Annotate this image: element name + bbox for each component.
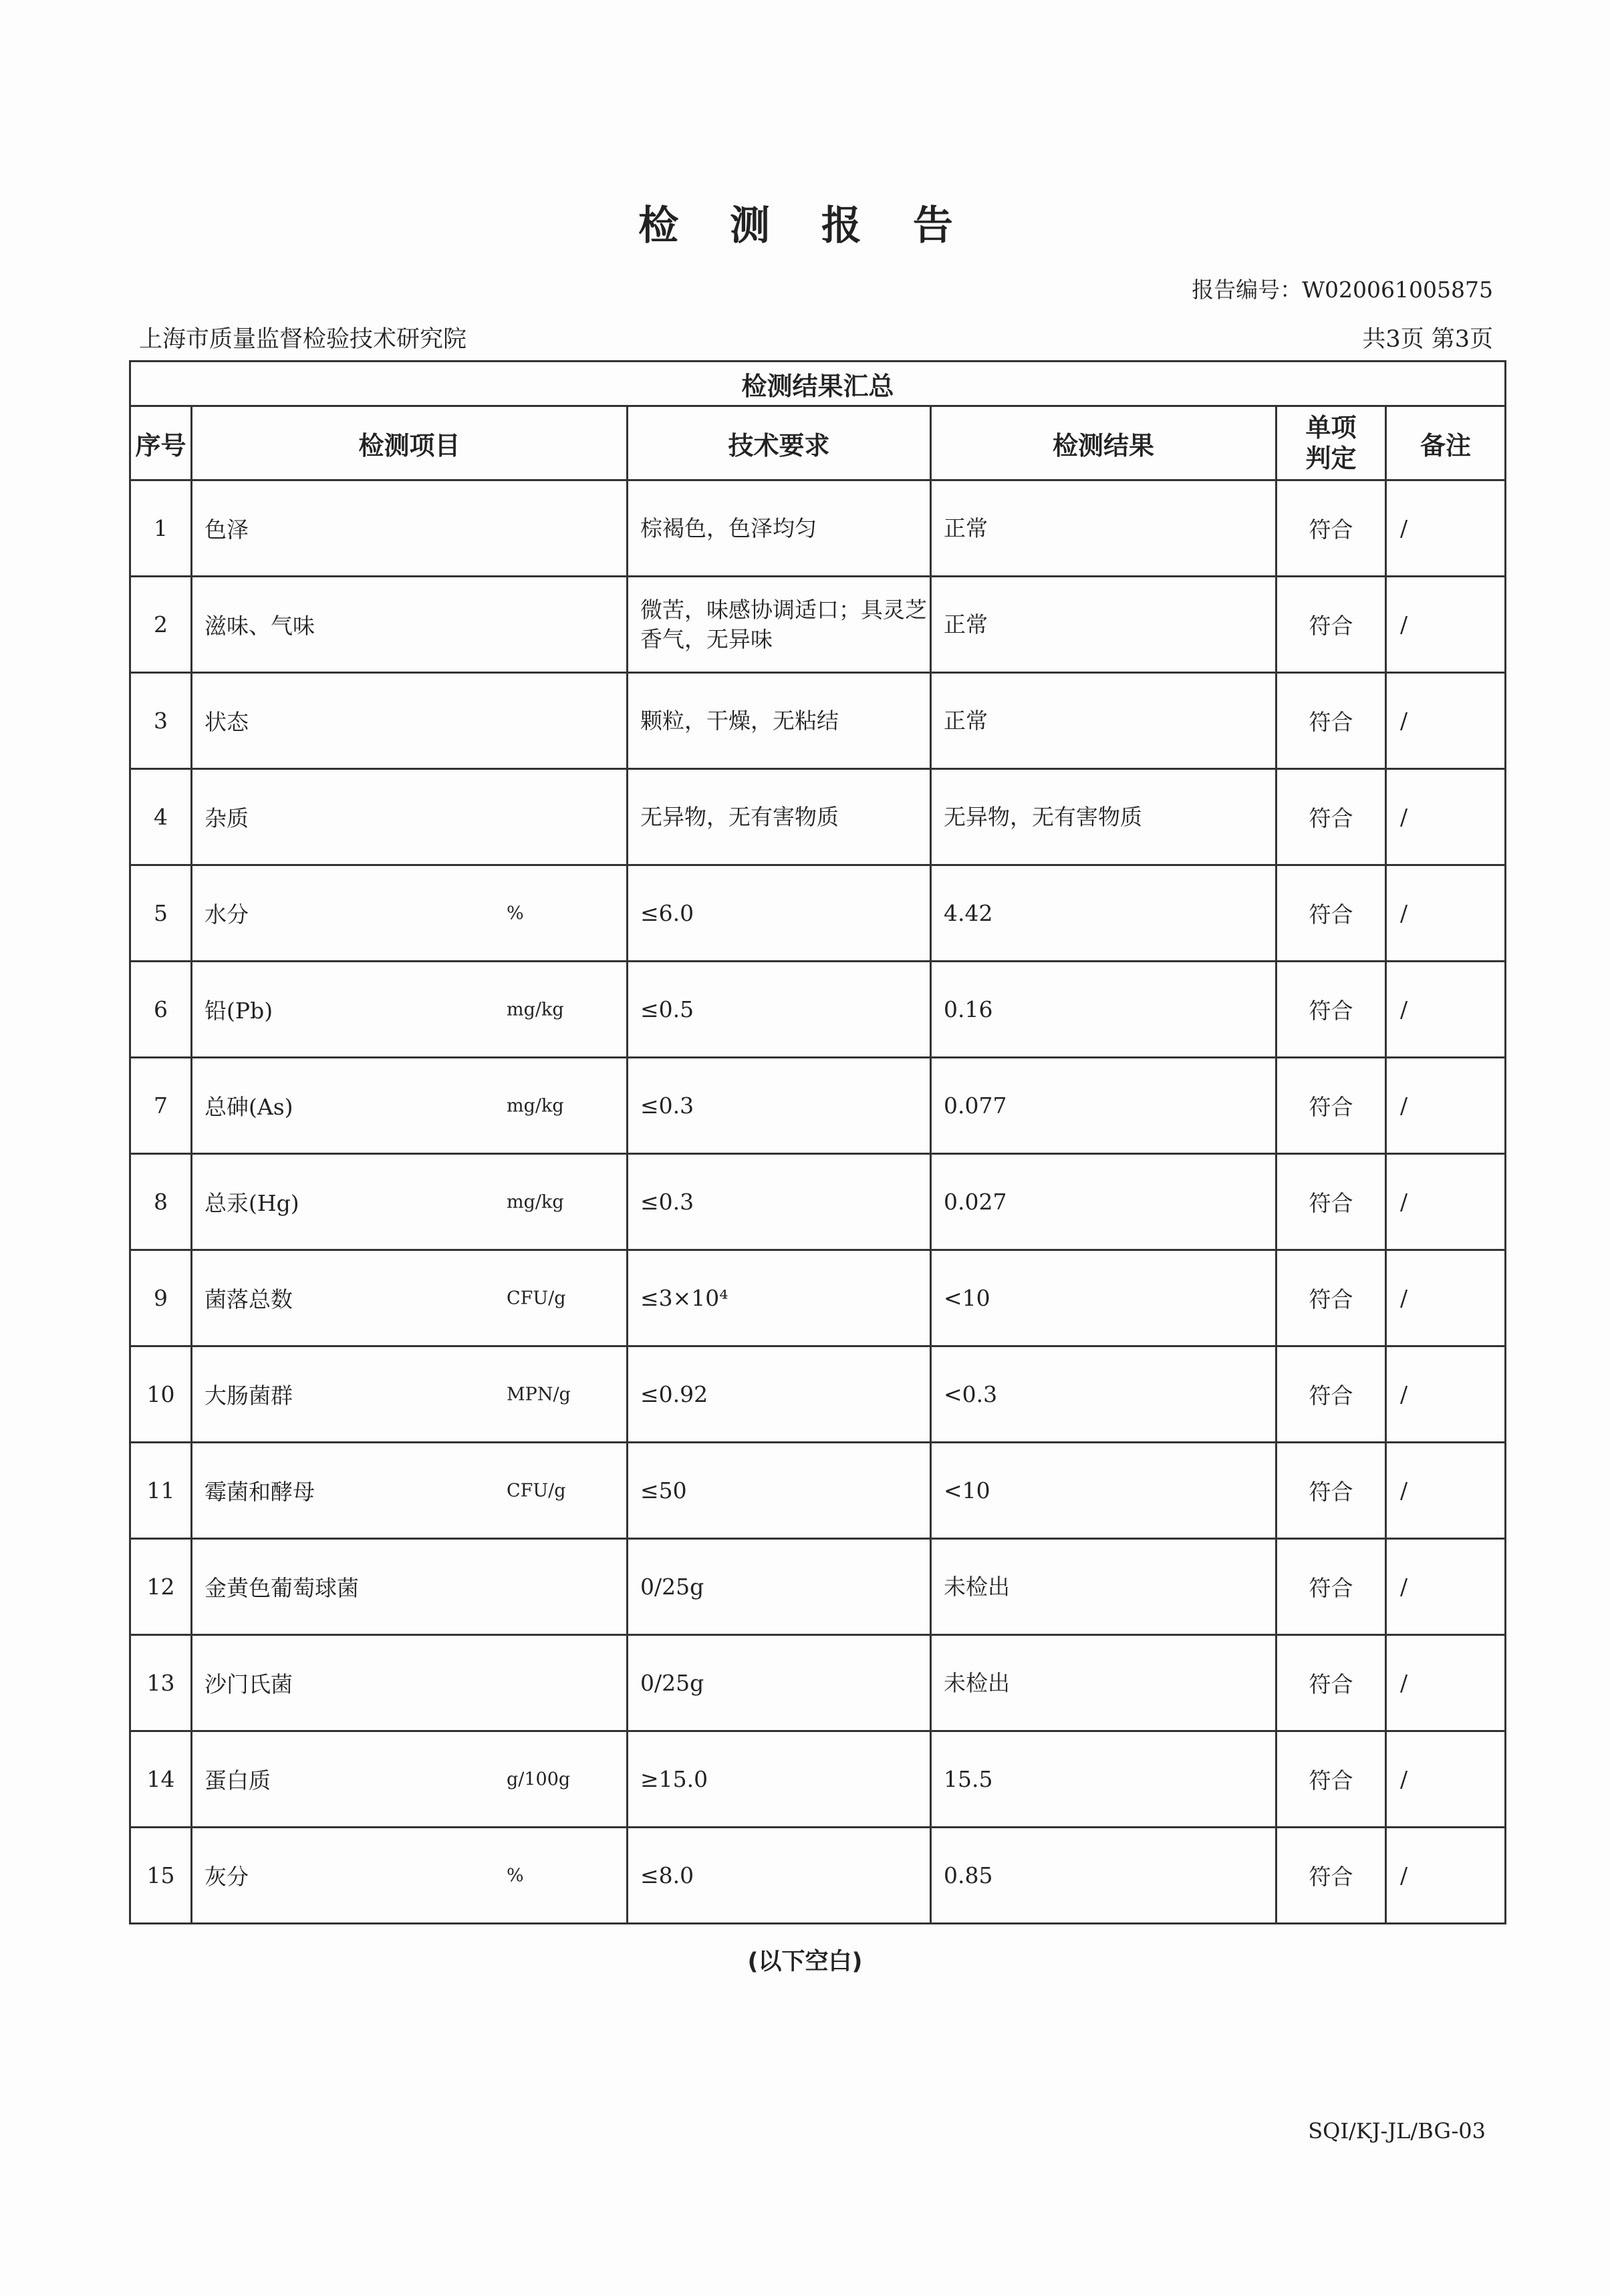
- note: /: [1386, 1154, 1506, 1250]
- requirement: 0/25g: [628, 1635, 931, 1731]
- test-item: 沙门氏菌: [205, 1671, 293, 1697]
- test-item-cell: [192, 1635, 628, 1731]
- test-item-cell: [192, 1058, 628, 1154]
- table-caption: 检测结果汇总: [130, 362, 1506, 406]
- note: /: [1386, 1539, 1506, 1635]
- results-table: [129, 360, 1506, 1924]
- note: /: [1386, 1058, 1506, 1154]
- row-number: 2: [130, 577, 192, 673]
- requirement: 无异物，无有害物质: [628, 769, 931, 865]
- test-item: 总砷(As): [205, 1094, 293, 1120]
- note: /: [1386, 1346, 1506, 1443]
- table-row: [130, 769, 1506, 865]
- judgement: 符合: [1277, 1635, 1386, 1731]
- row-number: 6: [130, 962, 192, 1058]
- test-item: 水分: [205, 901, 249, 927]
- note: /: [1386, 1443, 1506, 1539]
- row-number: 1: [130, 480, 192, 577]
- note: /: [1386, 1250, 1506, 1346]
- judgement: 符合: [1277, 1058, 1386, 1154]
- result: <10: [931, 1443, 1277, 1539]
- test-item-cell: [192, 1346, 628, 1443]
- table-row: [130, 577, 1506, 673]
- header-note: 备注: [1386, 406, 1506, 480]
- row-number: 9: [130, 1250, 192, 1346]
- test-item-cell: [192, 673, 628, 769]
- test-item: 蛋白质: [205, 1767, 271, 1793]
- table-row: [130, 480, 1506, 577]
- table-row: [130, 1828, 1506, 1924]
- table-row: [130, 962, 1506, 1058]
- unit: CFU/g: [507, 1480, 566, 1501]
- test-item: 灰分: [205, 1864, 249, 1890]
- judgement: 符合: [1277, 1250, 1386, 1346]
- header-requirement: 技术要求: [628, 406, 931, 480]
- result: <10: [931, 1250, 1277, 1346]
- row-number: 15: [130, 1828, 192, 1924]
- row-number: 4: [130, 769, 192, 865]
- result: 0.077: [931, 1058, 1277, 1154]
- requirement: ≤0.92: [628, 1346, 931, 1443]
- note: /: [1386, 769, 1506, 865]
- judgement: 符合: [1277, 673, 1386, 769]
- judgement: 符合: [1277, 1539, 1386, 1635]
- judgement: 符合: [1277, 1443, 1386, 1539]
- test-item-cell: [192, 769, 628, 865]
- requirement: ≤0.5: [628, 962, 931, 1058]
- table-row: [130, 1154, 1506, 1250]
- judgement: 符合: [1277, 1154, 1386, 1250]
- result: 正常: [931, 480, 1277, 577]
- requirement: 微苦，味感协调适口；具灵芝香气，无异味: [628, 577, 931, 673]
- table-row: [130, 1635, 1506, 1731]
- row-number: 3: [130, 673, 192, 769]
- header-no: 序号: [130, 406, 192, 480]
- test-item: 杂质: [205, 805, 249, 831]
- table-row: [130, 865, 1506, 962]
- test-item: 霉菌和酵母: [205, 1479, 315, 1505]
- header-judgement: 单项判定: [1277, 406, 1386, 480]
- test-item-cell: [192, 1731, 628, 1828]
- note: /: [1386, 865, 1506, 962]
- test-item-cell: [192, 1539, 628, 1635]
- table-row: [130, 1058, 1506, 1154]
- row-number: 8: [130, 1154, 192, 1250]
- result: 正常: [931, 673, 1277, 769]
- result: 无异物，无有害物质: [931, 769, 1277, 865]
- requirement: ≤6.0: [628, 865, 931, 962]
- result: <0.3: [931, 1346, 1277, 1443]
- requirement: 颗粒，干燥，无粘结: [628, 673, 931, 769]
- test-item-cell: [192, 1154, 628, 1250]
- result: 未检出: [931, 1539, 1277, 1635]
- unit: CFU/g: [507, 1288, 566, 1308]
- unit: %: [507, 903, 524, 923]
- result: 0.85: [931, 1828, 1277, 1924]
- requirement: 棕褐色，色泽均匀: [628, 480, 931, 577]
- note: /: [1386, 673, 1506, 769]
- row-number: 13: [130, 1635, 192, 1731]
- result: 正常: [931, 577, 1277, 673]
- result: 15.5: [931, 1731, 1277, 1828]
- unit: mg/kg: [507, 1191, 564, 1212]
- table-row: [130, 1731, 1506, 1828]
- result: 4.42: [931, 865, 1277, 962]
- note: /: [1386, 1635, 1506, 1731]
- unit: %: [507, 1865, 524, 1886]
- result: 0.027: [931, 1154, 1277, 1250]
- row-number: 5: [130, 865, 192, 962]
- judgement: 符合: [1277, 1828, 1386, 1924]
- row-number: 14: [130, 1731, 192, 1828]
- requirement: ≤50: [628, 1443, 931, 1539]
- test-item-cell: [192, 865, 628, 962]
- requirement: ≥15.0: [628, 1731, 931, 1828]
- test-item-cell: [192, 480, 628, 577]
- header-item: 检测项目: [192, 406, 628, 480]
- unit: mg/kg: [507, 999, 564, 1020]
- test-item-cell: [192, 577, 628, 673]
- judgement: 符合: [1277, 1346, 1386, 1443]
- row-number: 11: [130, 1443, 192, 1539]
- row-number: 7: [130, 1058, 192, 1154]
- judgement: 符合: [1277, 865, 1386, 962]
- institute-name: 上海市质量监督检验技术研究院: [139, 326, 467, 353]
- form-code: SQI/KJ-JL/BG-03: [1308, 2118, 1486, 2144]
- test-item: 菌落总数: [205, 1286, 293, 1312]
- test-item: 金黄色葡萄球菌: [205, 1575, 359, 1601]
- test-item: 大肠菌群: [205, 1383, 293, 1409]
- judgement: 符合: [1277, 480, 1386, 577]
- row-number: 10: [130, 1346, 192, 1443]
- requirement: ≤8.0: [628, 1828, 931, 1924]
- judgement: 符合: [1277, 1731, 1386, 1828]
- table-row: [130, 1346, 1506, 1443]
- note: /: [1386, 962, 1506, 1058]
- judgement: 符合: [1277, 962, 1386, 1058]
- table-row: [130, 673, 1506, 769]
- unit: MPN/g: [507, 1384, 571, 1405]
- note: /: [1386, 480, 1506, 577]
- test-item: 滋味、气味: [205, 613, 315, 639]
- test-item: 色泽: [205, 517, 249, 543]
- report-number: 报告编号：W020061005875: [1192, 277, 1493, 303]
- test-item-cell: [192, 1443, 628, 1539]
- row-number: 12: [130, 1539, 192, 1635]
- table-row: [130, 1250, 1506, 1346]
- test-item-cell: [192, 962, 628, 1058]
- test-item: 状态: [205, 709, 249, 735]
- unit: mg/kg: [507, 1095, 564, 1116]
- judgement: 符合: [1277, 769, 1386, 865]
- table-row: [130, 1539, 1506, 1635]
- report-title: 检 测 报 告: [638, 202, 972, 249]
- note: /: [1386, 577, 1506, 673]
- table-row: [130, 1443, 1506, 1539]
- note: /: [1386, 1731, 1506, 1828]
- test-item: 铅(Pb): [205, 998, 273, 1024]
- requirement: ≤0.3: [628, 1154, 931, 1250]
- result: 未检出: [931, 1635, 1277, 1731]
- requirement: ≤0.3: [628, 1058, 931, 1154]
- result: 0.16: [931, 962, 1277, 1058]
- unit: g/100g: [507, 1769, 571, 1789]
- test-item-cell: [192, 1250, 628, 1346]
- requirement: ≤3×10⁴: [628, 1250, 931, 1346]
- test-item: 总汞(Hg): [205, 1190, 299, 1216]
- note: /: [1386, 1828, 1506, 1924]
- judgement: 符合: [1277, 577, 1386, 673]
- requirement: 0/25g: [628, 1539, 931, 1635]
- blank-below-note: (以下空白): [747, 1949, 863, 1975]
- test-item-cell: [192, 1828, 628, 1924]
- page-count: 共3页 第3页: [1362, 326, 1493, 353]
- header-result: 检测结果: [931, 406, 1277, 480]
